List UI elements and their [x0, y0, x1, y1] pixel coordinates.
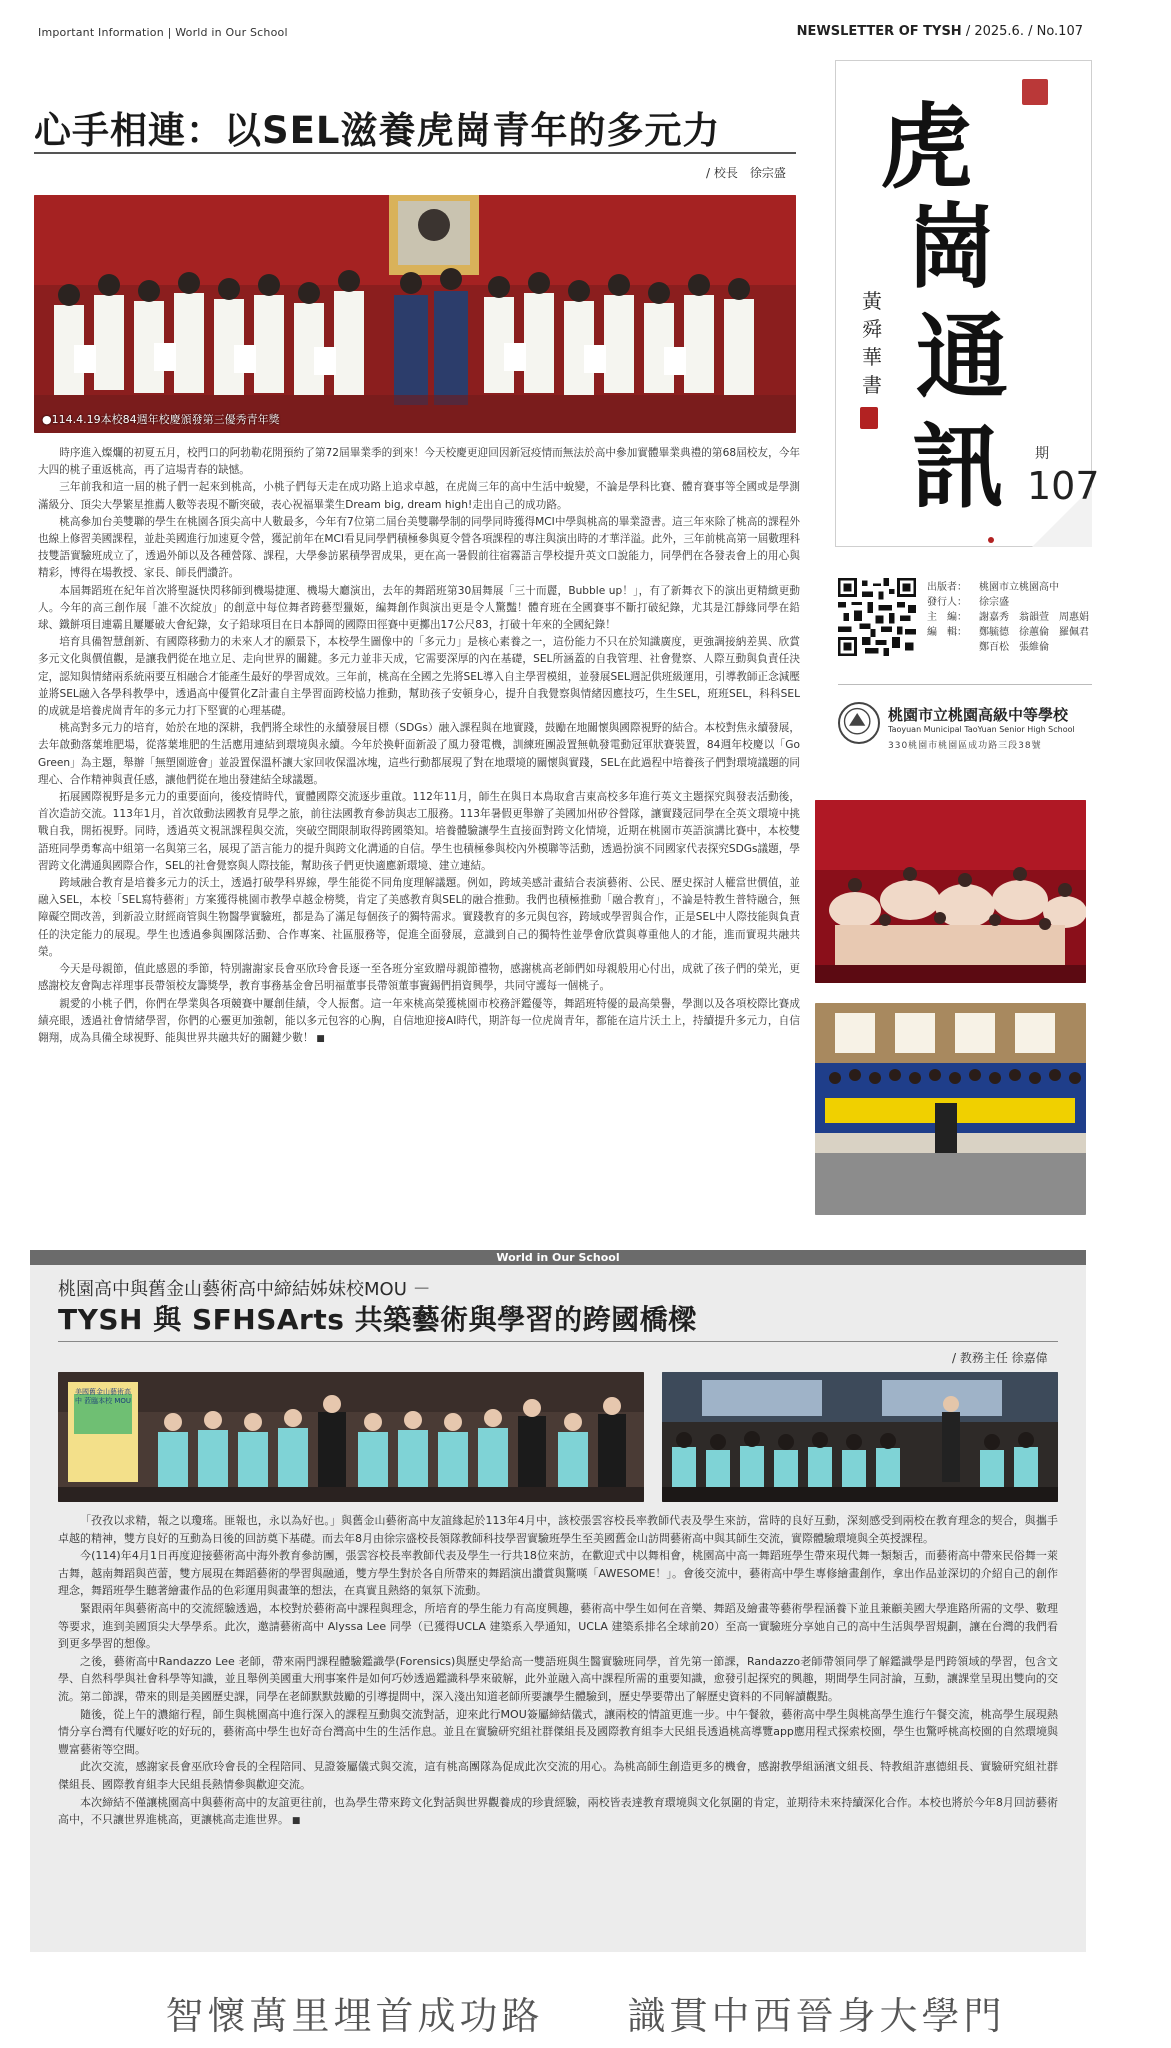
article2-author: / 教務主任 徐嘉偉 — [952, 1351, 1048, 1365]
paragraph: 桃高對多元力的培育，始於在地的深耕，我們將全球性的永續發展目標（SDGs）融入課程與在地實踐，鼓勵在地關懷與國際視野的結合。本校對焦永續發展，去年啟動落葉堆肥場，從落葉堆肥的生活應用連結到環境與永續。今年於換軒面新設了風力發電機，訓練班團設置無軌發電動冠軍狀賽裝置，84週年校慶以「Go Green」為主題，舉辦「無塑園遊會」並設置保溫杯讓大家回收保溫冰塊，這些行動都展現了對在地環境的關懷與實踐，SEL在此過程中培養孩子們對環境議題的同理心、合作精神與責任感，讓他們從在地出發建結全球議題。 — [38, 722, 800, 786]
school-name: 桃園市立桃園高級中等學校 — [888, 706, 1069, 724]
staff-row: 主 編： 謝嘉秀 翁韻萱 周惠娟 — [927, 612, 1089, 623]
staff-row: 編 輯： 鄭毓德 徐蕙倫 羅佩君 — [927, 627, 1089, 638]
paragraph: 今(114)年4月1日再度迎接藝術高中海外教育參訪團，張雲容校長率教師代表及學生一行共18位來訪，在歡迎式中以舞相會，桃園高中高一舞蹈班學生帶來現代舞一類類舌，而藝術高中帶來民俗舞一萊古舞，越南舞蹈與芭蕾，雙方展現在舞蹈藝術的學習與融通，雙方學生對於各自所帶來的舞蹈演出讚賞與驚嘆「AWESOME！」。會後交流中，藝術高中學生專修繪畫創作，拿出作品並深切的介紹自己的創作理念，舞蹈班學生聽著繪畫作品的色彩運用與畫筆的想法，在真實且熱絡的氣氛下流動。 — [58, 1549, 1058, 1598]
divider — [838, 684, 1092, 685]
school-name-en: Taoyuan Municipal TaoYuan Senior High School — [888, 725, 1075, 734]
article2-body — [58, 1512, 1058, 1831]
issue-date: / 2025.6. / No.107 — [961, 24, 1083, 39]
school-logo-icon — [838, 702, 880, 744]
masthead — [835, 60, 1100, 547]
red-dot-icon — [988, 537, 994, 543]
red-seal-icon — [860, 407, 878, 429]
mou-poster — [72, 1388, 134, 1406]
section-band-label: World in Our School — [496, 1251, 620, 1264]
paragraph: 時序進入燦爛的初夏五月，校門口的阿勃勒花開預約了第72屆畢業季的到來！今天校慶更迎回因新冠疫情而無法於高中參加實體畢業典禮的第68屆校友，今年大四的桃子重返桃高，再了這場青春的缺憾。 — [38, 447, 800, 477]
paragraph: 拓展國際視野是多元力的重要面向，後疫情時代，實體國際交流逐步重啟。112年11月，師生在與日本鳥取倉吉東高校多年進行英文主題探究與發表活動後，首次造訪交流。113年1月，首次啟動法國教育見學之旅，前往法國教育參訪與志工服務。113年暑假更舉辦了美國加州矽谷營隊，讓實踐冠同學在全英文環境中挑戰自我，開拓視野。同時，透過英文視訊課程與交流，突破空間限制取得跨國築知。培養體驗讓學生直接面對跨文化情境，近期在桃園市英語演講比賽中，本校雙語班同學勇奪高中組第一名與第三名，展現了語言能力的提升與跨文化溝通的自信。學生也積極參與校內外模聯等活動，透過扮演不同國家代表探究SDGs議題，學習跨文化溝通與國際合作，SEL的社會覺察與人際技能，幫助孩子們更快適應新環境、建立連結。 — [38, 791, 800, 872]
paragraph: 本次締結不僅讓桃園高中與藝術高中的友誼更往前，也為學生帶來跨文化對話與世界觀養成的珍貴經驗，兩校皆表達教育環境與文化氛圍的肯定，並期待未來持續深化合作。本校也將於今年8月回訪藝術高中，不只讓世界進桃高，更讓桃高走進世界。 ■ — [58, 1794, 1058, 1831]
masthead-char: 虎 — [880, 93, 973, 201]
article-author: / 校長 徐宗盛 — [706, 166, 786, 180]
poster-text: 美國舊金山藝術高中 蒞臨本校 MOU — [74, 1388, 132, 1405]
paragraph: 親愛的小桃子們，你們在學業與各項競賽中屢創佳績，令人振奮。這一年來桃高榮獲桃園市校務評鑑優等，舞蹈班特優的最高榮譽，學測以及各項校際比賽成績亮眼，透過社會情緒學習，你們的心靈更加強韌，能以多元包容的心胸，自信地迎接AI時代，期許每一位虎崗青年，都能在這片沃土上，持續提升多元力，自信翱翔，成為具備全球視野、能與世界共融共好的關鍵少數！ ■ — [38, 996, 800, 1049]
article2-title: TYSH 與 SFHSArts 共築藝術與學習的跨國橋樑 — [58, 1303, 697, 1336]
article-title: 心手相連：以SEL滋養虎崗青年的多元力 — [34, 109, 721, 152]
paragraph: 之後，藝術高中Randazzo Lee 老師，帶來兩門課程體驗鑑識學(Forensics)與歷史學給高一雙語班與生醫實驗班同學，首先第一節課，Randazzo老師帶領同學了解鑑識學是門跨領域的學習，包含文學、自然科學與社會科學等知識，並且舉例美國重大刑事案件是如何巧妙透過鑑識科學來破解，此外並融入高中課程所需的重要知識，愈發引起探究的興趣，期間學生同討論，互動，讓課堂呈現出雙向的交流。第二節課，帶來的則是美國歷史課，同學在老師默默鼓勵的引導提問中，深入淺出知道老師所要讓學生體驗到，歷史學要帶出了解歷史資料的不同解讀觀點。 — [58, 1654, 1058, 1703]
paragraph: 此次交流，感謝家長會巫欣玲會長的全程陪同、見證簽屬儀式與交流，這有桃高團隊為促成此次交流的用心。為桃高師生創造更多的機會，感謝教學組涵濱文組長、特教組許惠德組長、實驗研究組社群傑組長、國際教育組李大民組長熱情參與歡迎交流。 — [58, 1760, 1058, 1791]
title-divider — [34, 152, 796, 154]
dance-performance-photo — [815, 800, 1086, 983]
paragraph: 本屆舞蹈班在紀年首次將聖誕快閃移師到機場捷運、機場大廳演出，去年的舞蹈班第30屆舞展「三十而麗，Bubble up！」，有了新舞衣下的演出更精緻更動人。今年的高三創作展「誰不次綻放」的創意中每位舞者跨藝型獵姬，編舞創作與演出更是令人驚豔！體育班在全國賽事不斷打破紀錄，尤其是江靜緣同學在鉛球、鐵餅項目連霸且屢屢破大會紀錄，女子鉛球項目在日本靜岡的國際田徑賽中更擲出17公尺83，打破十年來的全國紀錄！ — [38, 584, 800, 632]
section-breadcrumb: Important Information | World in Our School — [38, 26, 288, 39]
group-outdoor-photo — [815, 1003, 1086, 1215]
article2-subtitle: 桃園高中與舊金山藝術高中締結姊妹校MOU － — [58, 1279, 431, 1300]
masthead-char: 通 — [916, 303, 1009, 411]
staff-row: 鄭百松 張維倫 — [979, 642, 1049, 653]
paragraph: 跨域融合教育是培養多元力的沃土，透過打破學科界線，學生能從不同角度理解議題。例如，跨域美感計畫結合表演藝術、公民、歷史探討人權當世價值，並融入SEL，本校「SEL寫特藝術」方案獲得桃園市教學卓越金榜獎，肯定了美感教育與SEL的融合推動。我們也積極推動「融合教育」，不論是特教生普特融合，無障礙空間改善，到新設立財經商管與生物醫學實驗班，都是為了滿足每個孩子的獨特需求。實踐教育的多元與包容，跨域或學習與合作，正是SEL中人際技能與負責任的決定能力的展現。學生也透過參與團隊活動、合作專案、社區服務等，促進全面發展，意識到自己的獨特性並學會欣賞與尊重他人的才能，進而實現共融共榮。 — [38, 877, 800, 958]
paragraph: 三年前我和這一屆的桃子們一起來到桃高，小桃子們每天走在成功路上追求卓越，在虎崗三年的高中生活中蛻變，不論是學科比賽、體育賽事等全國或是學測滿級分、頂尖大學繁星推薦人數等表現不斷突破，表心祝福畢業生Dream big, dream high!走出自己的成功路。 — [38, 481, 800, 511]
mou-group-photo — [58, 1372, 644, 1502]
issue-info — [797, 24, 1083, 39]
staff-row: 發行人： 徐宗盛 — [927, 597, 1009, 608]
paragraph: 桃高參加台美雙聯的學生在桃園各頂尖高中人數最多，今年有7位第二屆台美雙聯學制的同學同時獲得MCI中學與桃高的畢業證書。這三年來除了桃高的課程外也線上修習美國課程，並赴美國進行加速夏令營，獲記前年在MCI看見同學們積極參與夏令營各項課程的專注與演出時的才華洋溢。此外，三年前桃高第一屆數理科技雙語實驗班成立了，透過外師以及各種營隊、課程，大學參訪累積學習成果，更在高一暑假前往宿霧語言學校提升英文口說能力，同學們在各發表會上的用心與精彩，博得在場教授、家長、師長們讚許。 — [38, 515, 800, 580]
masthead-char: 訊 — [912, 413, 1005, 521]
school-address: 330桃園市桃園區成功路三段38號 — [888, 741, 1042, 751]
classroom-photo — [662, 1372, 1058, 1502]
paragraph: 今天是母親節，值此感恩的季節，特別謝謝家長會巫欣玲會長逐一至各班分室致贈母親節禮物，感謝桃高老師們如母親般用心付出，成就了孩子們的榮光，更感謝校友會陶志祥理事長帶領校友籌獎學，教育事務基金會呂明福董事長帶領董事竇錫們捐資興學，共同守護每一個桃子。 — [38, 963, 800, 993]
issue-number: 107 — [1027, 464, 1100, 508]
footer-slogan: 智懷萬里埋首成功路 識貫中西晉身大學門 — [165, 1994, 1006, 2038]
qr-code-icon — [838, 578, 916, 656]
staff-list — [927, 580, 1089, 655]
paragraph: 「孜孜以求精，報之以瓊瑤。匪報也，永以為好也。」與舊金山藝術高中友誼緣起於113年4月中，該校張雲容校長率教師代表及學生來訪，當時的良好互動，深刻感受到兩校在教育理念的契合，與攜手卓越的精神，雙方良好的互動為日後的回訪奠下基礎。而去年8月由徐宗盛校長領隊教師科技學習實驗班學生至美國舊金山訪問藝術高中與其師生交流，實際體驗環境與全英授課程。 — [58, 1514, 1058, 1545]
newsletter-label: NEWSLETTER OF TYSH — [796, 24, 962, 39]
title-divider — [58, 1341, 1058, 1342]
paragraph: 隨後，從上午的濃縮行程，師生與桃園高中進行深入的課程互動與交流對話，迎來此行MOU簽屬締結儀式，讓兩校的情誼更進一步。中午餐敘，藝術高中學生與桃高學生進行午餐交流，桃高學生展現熱情分享台灣有代屢好吃的好玩的，藝術高中學生也好奇台灣高中生的生活作息。並且在實驗研究組社群傑組長及國際教育組李大民組長透過桃高導覽app應用程式探索校園，學生也驚呼桃高校園的自然環境與豐富藝術等空間。 — [58, 1707, 1058, 1756]
issue-period-label: 期 — [1035, 446, 1049, 462]
red-seal-icon — [1022, 79, 1048, 105]
masthead-char: 崗 — [906, 193, 999, 301]
graduation-award-photo — [34, 195, 796, 433]
calligrapher-signature: 黃舜華書 — [862, 289, 882, 397]
article1-body — [38, 445, 800, 1048]
staff-row: 出版者： 桃園市立桃園高中 — [927, 582, 1059, 593]
paragraph: 緊跟兩年與藝術高中的交流經驗透過，本校對於藝術高中課程與理念，所培育的學生能力有高度興趣，藝術高中學生如何在音樂、舞蹈及繪畫等藝術學程涵養下並且兼顧美國大學進路所需的文學、數理等要求，進到美國頂尖大學學系。此次，邀請藝術高中 Alyssa Lee 同學（已獲得UCLA 建築系入學通知，UCLA 建築系排名全球前20）至高一實驗班分享她自己的高中生活與學習規劃，讓在台灣的我們看到更多學習的想像。 — [58, 1601, 1058, 1651]
paragraph: 培育具備智慧創新、有國際移動力的未來人才的願景下，本校學生圖像中的「多元力」是核心素養之一，這份能力不只在於知識廣度，更強調接納差異、欣賞多元文化與價值觀，是讓我們從在地立足、走向世界的關鍵。多元力並非天成，它需要深厚的內在基礎，SEL所涵蓋的自我管理、社會覺察、人際互動與負責任決定，認知與情緒兩系統兩要互相融合才能產生最好的學習成效。三年前，桃高在全國之先將SEL導入自主學習模組，並發展SEL週記供班級運用，引導教師正念減壓並將SEL融入各學科教學中，透過高中優質化Z計畫自主學習面跨校協力推動，幫助孩子安頓身心，提升自我覺察與情緒因應技巧，生生SEL，班班SEL，科科SEL的成就是培養虎崗青年的多元力打下堅實的心理基礎。 — [38, 636, 800, 718]
photo-caption: ●114.4.19本校84週年校慶頒發第三優秀青年獎 — [42, 413, 280, 426]
